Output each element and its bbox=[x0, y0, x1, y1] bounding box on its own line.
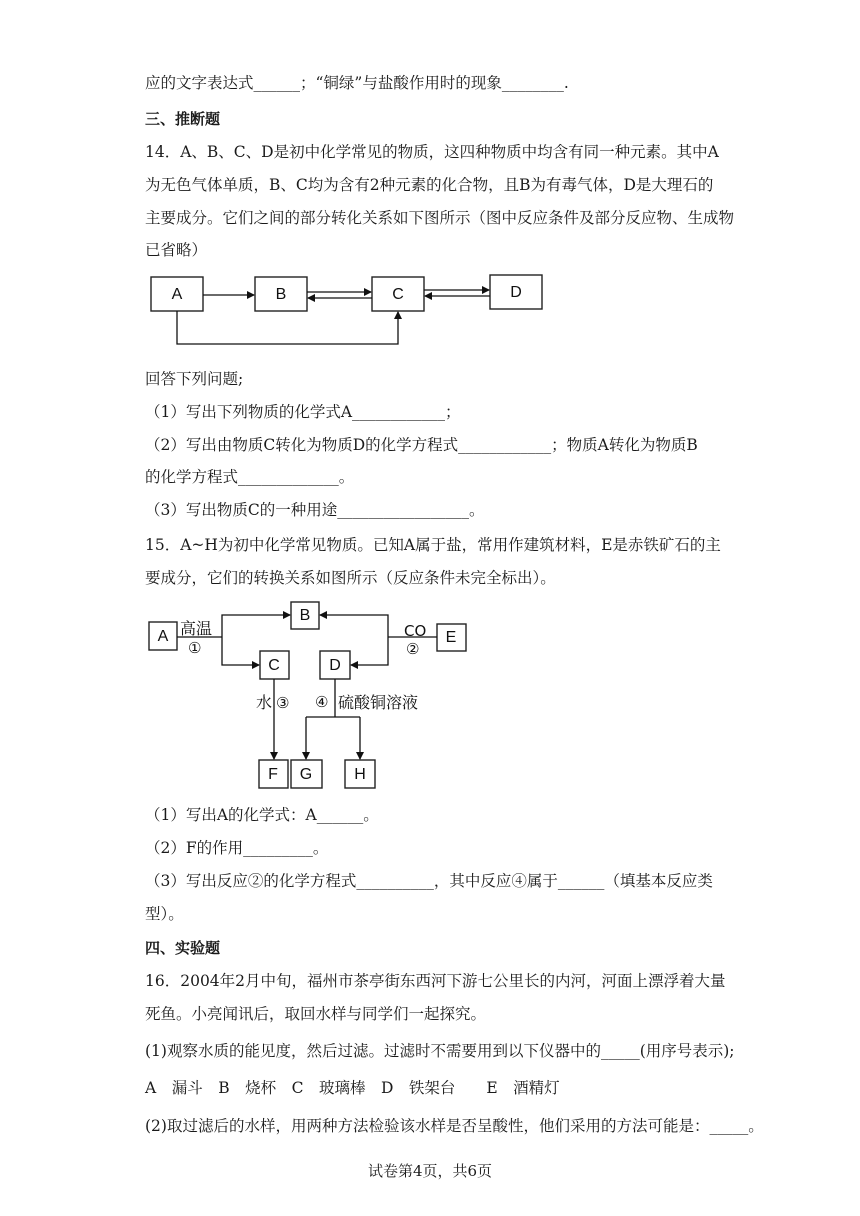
box2-f bbox=[259, 760, 288, 788]
q14-part3: （3）写出物质C的一种用途_________________。 bbox=[145, 501, 485, 519]
arrow-a-to-b2 bbox=[222, 615, 290, 637]
reaction-num-2: ② bbox=[406, 640, 420, 658]
reaction-num-4: ④ bbox=[315, 693, 329, 711]
q14-text-line1: 14．A、B、C、D是初中化学常见的物质，这四种物质中均含有同一种元素。其中A bbox=[145, 143, 719, 161]
box2-e bbox=[437, 624, 466, 651]
q14-text-line2: 为无色气体单质，B、C均为含有2种元素的化合物，且B为有毒气体，D是大理石的 bbox=[145, 176, 714, 194]
q14-part2-line1: （2）写出由物质C转化为物质D的化学方程式____________；物质A转化为物质B bbox=[145, 436, 698, 454]
section-heading-inference: 三、推断题 bbox=[145, 110, 221, 128]
reaction-num-3: ③ bbox=[276, 694, 290, 712]
svg-text:G: G bbox=[299, 766, 313, 784]
box2-h bbox=[345, 760, 375, 788]
box2-a bbox=[149, 622, 177, 650]
arrow-e-to-b2 bbox=[320, 615, 388, 637]
box-b bbox=[255, 277, 307, 311]
svg-text:D: D bbox=[510, 284, 522, 302]
q16-part1: (1)观察水质的能见度，然后过滤。过滤时不需要用到以下仪器中的_____(用序号表示); bbox=[145, 1042, 735, 1060]
q16-part2: (2)取过滤后的水样，用两种方法检验该水样是否呈酸性，他们采用的方法可能是：_____。 bbox=[145, 1117, 764, 1135]
q15-part3-line1: （3）写出反应②的化学方程式__________，其中反应④属于______（填基本反应类 bbox=[145, 872, 713, 890]
q15-text-line2: 要成分，它们的转换关系如图所示（反应条件未完全标出）。 bbox=[145, 569, 556, 587]
svg-text:C: C bbox=[268, 657, 280, 675]
box2-g bbox=[291, 760, 322, 788]
q14-text-line3: 主要成分。它们之间的部分转化关系如下图所示（图中反应条件及部分反应物、生成物 bbox=[145, 209, 735, 227]
q14-text-line4: 已省略） bbox=[145, 241, 208, 259]
svg-text:B: B bbox=[299, 607, 311, 625]
svg-text:F: F bbox=[268, 766, 278, 784]
box2-b bbox=[291, 602, 319, 629]
arrow-a-to-c bbox=[177, 311, 398, 344]
box2-c bbox=[260, 651, 289, 679]
cond-cuso4: 硫酸铜溶液 bbox=[338, 693, 419, 712]
svg-text:A: A bbox=[171, 286, 183, 304]
svg-text:C: C bbox=[392, 286, 404, 304]
reaction-num-1: ① bbox=[188, 639, 202, 657]
q14-ask: 回答下列问题; bbox=[145, 370, 244, 388]
svg-text:E: E bbox=[445, 629, 457, 647]
q15-part2: （2）F的作用_________。 bbox=[145, 839, 329, 857]
cond-water: 水 bbox=[256, 693, 273, 712]
box-d bbox=[490, 275, 542, 309]
cond-co: CO bbox=[404, 622, 427, 640]
cond-high-temp: 高温 bbox=[180, 619, 213, 638]
svg-text:A: A bbox=[157, 628, 169, 646]
q14-part2-line2: 的化学方程式_____________。 bbox=[145, 468, 355, 486]
box-a bbox=[151, 277, 203, 311]
q14-part1: （1）写出下列物质的化学式A____________； bbox=[145, 403, 461, 421]
box-c bbox=[372, 277, 424, 311]
line-q13-tail: 应的文字表达式______；“铜绿”与盐酸作用时的现象________. bbox=[145, 74, 569, 92]
box2-d bbox=[320, 651, 350, 679]
svg-text:H: H bbox=[354, 766, 366, 784]
arrow-e-to-d2 bbox=[351, 637, 388, 665]
section-heading-experiment: 四、实验题 bbox=[145, 939, 221, 957]
svg-text:D: D bbox=[329, 657, 341, 675]
page-footer: 试卷第4页，共6页 bbox=[367, 1162, 493, 1180]
svg-text:B: B bbox=[275, 286, 287, 304]
q16-options: A 漏斗 B 烧杯 C 玻璃棒 D 铁架台 E 酒精灯 bbox=[145, 1079, 560, 1097]
q15-part3-line2: 型）。 bbox=[145, 905, 184, 923]
q15-part1: （1）写出A的化学式：A______。 bbox=[145, 806, 379, 824]
q16-text-line2: 死鱼。小亮闻讯后，取回水样与同学们一起探究。 bbox=[145, 1005, 487, 1023]
q16-text-line1: 16．2004年2月中旬，福州市茶亭街东西河下游七公里长的内河，河面上漂浮着大量 bbox=[145, 972, 726, 990]
q15-text-line1: 15．A~H为初中化学常见物质。已知A属于盐，常用作建筑材料，E是赤铁矿石的主 bbox=[145, 536, 721, 554]
arrow-a-to-c2 bbox=[222, 637, 259, 665]
